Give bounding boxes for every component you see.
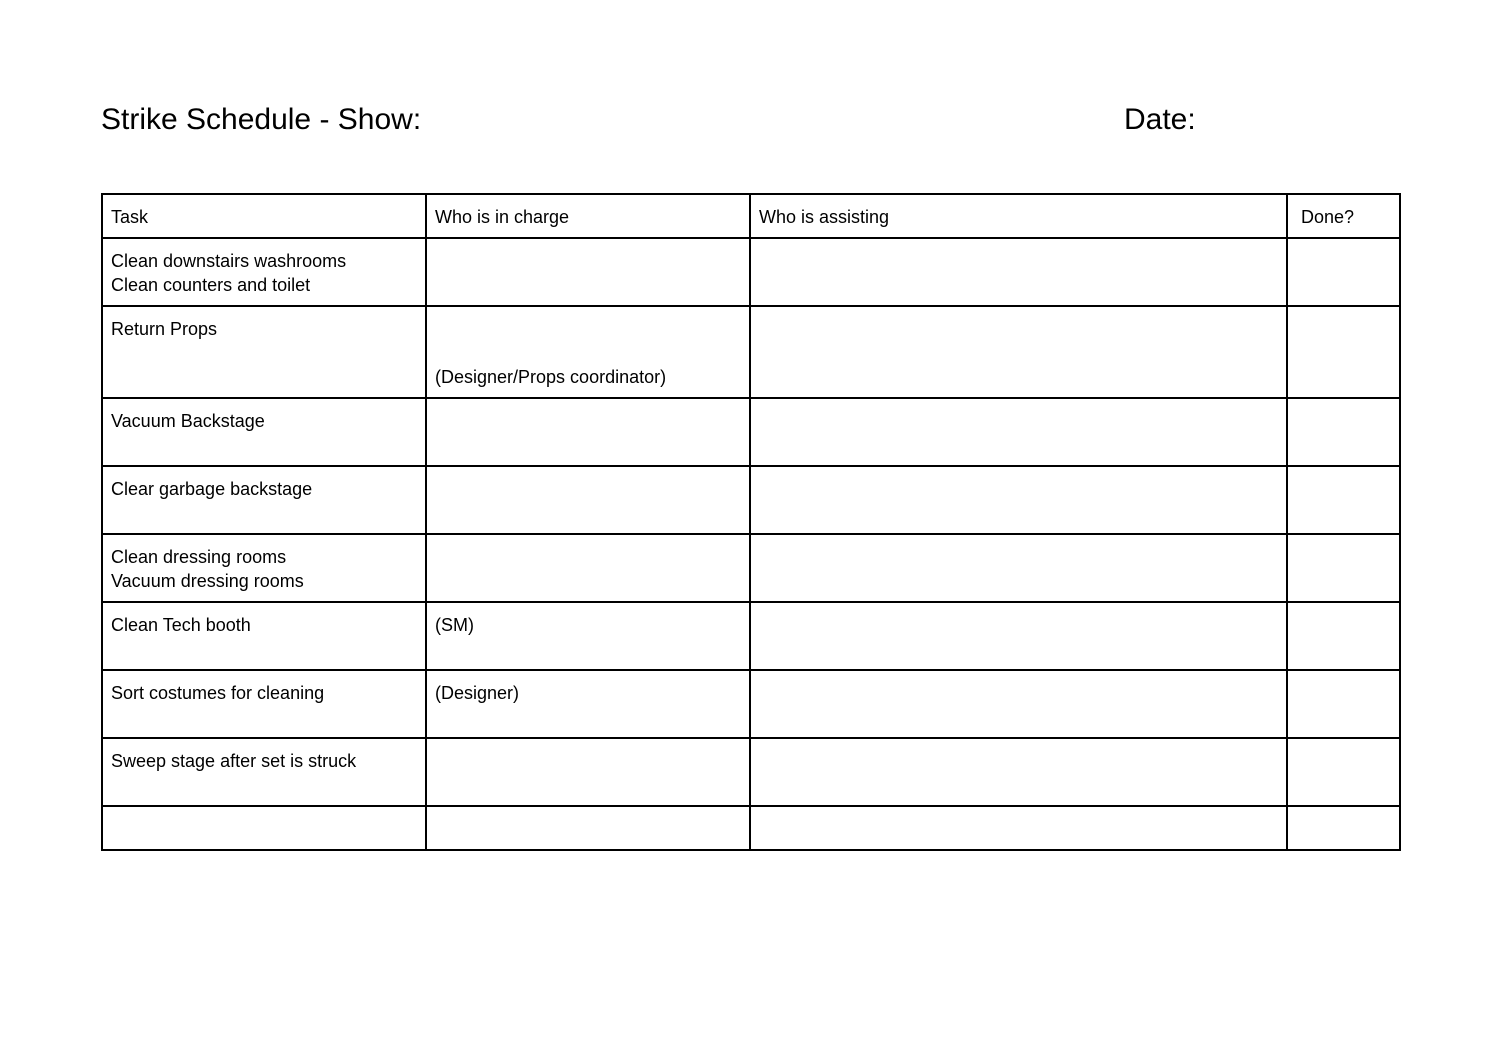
in-charge-text	[427, 467, 749, 477]
assisting-cell	[750, 306, 1287, 398]
task-text: Clean dressing rooms Vacuum dressing rooms	[111, 547, 304, 591]
in-charge-text	[427, 807, 749, 817]
assisting-cell	[750, 602, 1287, 670]
in-charge-text	[427, 239, 749, 249]
assisting-cell	[750, 534, 1287, 602]
table-row	[102, 306, 1400, 398]
assisting-cell	[750, 806, 1287, 850]
done-cell	[1287, 466, 1400, 534]
in-charge-cell	[426, 398, 750, 466]
show-title: Strike Schedule - Show:	[101, 103, 422, 136]
in-charge-cell	[426, 602, 750, 670]
done-text	[1288, 535, 1399, 545]
done-text	[1288, 671, 1399, 681]
header-assisting: Who is assisting	[759, 207, 890, 227]
assisting-cell	[750, 398, 1287, 466]
done-cell	[1287, 670, 1400, 738]
done-text	[1288, 467, 1399, 477]
task-text: Clear garbage backstage	[111, 479, 313, 499]
table-row	[102, 670, 1400, 738]
task-cell	[102, 738, 426, 806]
table-row	[102, 738, 1400, 806]
in-charge-cell	[426, 466, 750, 534]
assisting-text	[751, 399, 1286, 409]
table-row	[102, 534, 1400, 602]
task-cell	[102, 398, 426, 466]
header-in-charge-cell	[426, 194, 750, 238]
task-cell	[102, 466, 426, 534]
assisting-text	[751, 467, 1286, 477]
done-cell	[1287, 306, 1400, 398]
task-cell	[102, 670, 426, 738]
task-text: Return Props	[111, 319, 218, 339]
in-charge-text	[427, 739, 749, 749]
assisting-cell	[750, 670, 1287, 738]
done-text	[1288, 807, 1399, 817]
table-row	[102, 806, 1400, 850]
assisting-text	[751, 307, 1286, 317]
done-text	[1288, 307, 1399, 317]
task-text: Sweep stage after set is struck	[111, 751, 357, 771]
task-text: Clean Tech booth	[111, 615, 251, 635]
table-row	[102, 466, 1400, 534]
done-cell	[1287, 398, 1400, 466]
assisting-cell	[750, 466, 1287, 534]
header-task: Task	[111, 207, 149, 227]
assisting-cell	[750, 738, 1287, 806]
task-text: Vacuum Backstage	[111, 411, 265, 431]
assisting-cell	[750, 238, 1287, 306]
in-charge-cell	[426, 738, 750, 806]
task-text: Clean downstairs washrooms Clean counters and toilet	[111, 251, 347, 295]
in-charge-cell	[426, 534, 750, 602]
done-text	[1288, 603, 1399, 613]
header-done-cell	[1287, 194, 1400, 238]
strike-schedule-table	[101, 193, 1401, 851]
header-in-charge: Who is in charge	[435, 207, 570, 227]
done-cell	[1287, 602, 1400, 670]
task-cell	[102, 238, 426, 306]
task-cell	[102, 806, 426, 850]
assisting-text	[751, 739, 1286, 749]
done-cell	[1287, 534, 1400, 602]
task-text: Sort costumes for cleaning	[111, 683, 325, 703]
assisting-text	[751, 535, 1286, 545]
assisting-text	[751, 603, 1286, 613]
done-text	[1288, 399, 1399, 409]
in-charge-text: (SM)	[435, 615, 474, 635]
table-header-row	[102, 194, 1400, 238]
done-text	[1288, 739, 1399, 749]
done-text	[1288, 239, 1399, 249]
task-cell	[102, 602, 426, 670]
table-row	[102, 398, 1400, 466]
in-charge-text: (Designer)	[435, 683, 520, 703]
header-task-cell	[102, 194, 426, 238]
done-cell	[1287, 738, 1400, 806]
date-title: Date:	[1124, 103, 1196, 136]
header-done: Done?	[1301, 207, 1355, 227]
table-row	[102, 602, 1400, 670]
in-charge-text	[427, 535, 749, 545]
header-assisting-cell	[750, 194, 1287, 238]
task-text	[103, 807, 425, 817]
assisting-text	[751, 807, 1286, 817]
in-charge-text	[427, 399, 749, 409]
in-charge-cell	[426, 806, 750, 850]
task-cell	[102, 306, 426, 398]
assisting-text	[751, 239, 1286, 249]
table-row	[102, 238, 1400, 306]
done-cell	[1287, 806, 1400, 850]
in-charge-cell	[426, 238, 750, 306]
task-cell	[102, 534, 426, 602]
in-charge-cell	[426, 306, 750, 398]
assisting-text	[751, 671, 1286, 681]
in-charge-text: (Designer/Props coordinator)	[435, 367, 667, 387]
in-charge-cell	[426, 670, 750, 738]
done-cell	[1287, 238, 1400, 306]
